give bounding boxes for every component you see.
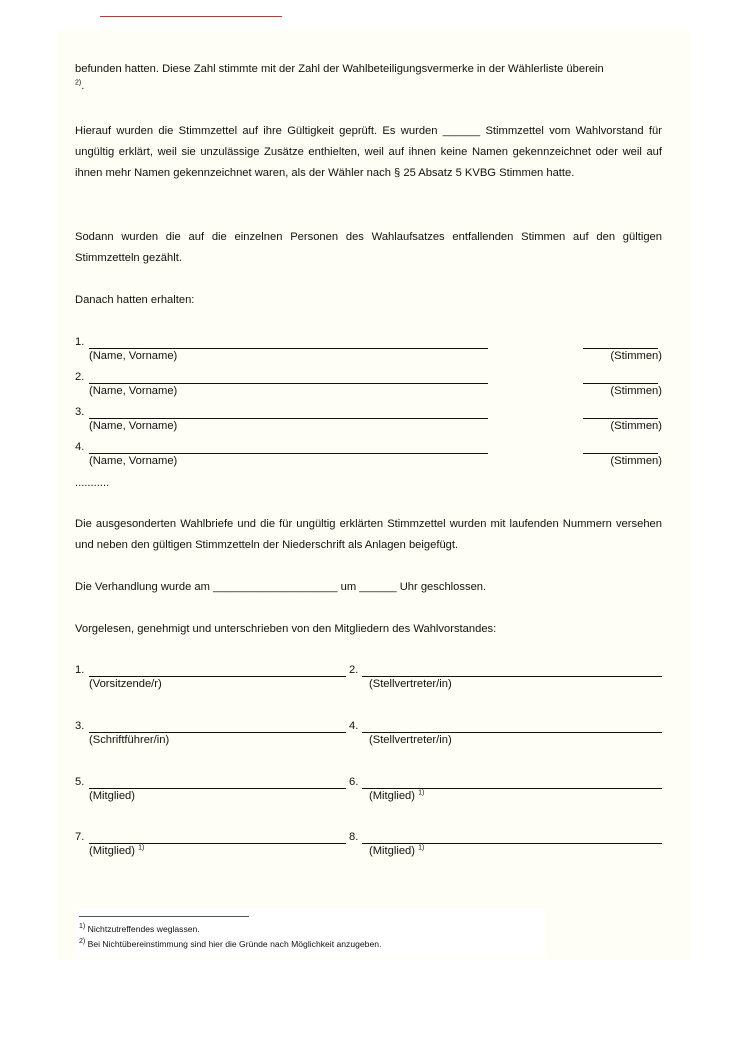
paragraph-text: befunden hatten. Diese Zahl stimmte mit der Zahl der Wahlbeteiligungsvermerke in der Wählerliste überein [75,63,604,75]
name-caption: (Name, Vorname) [89,350,178,362]
votes-field-4[interactable] [583,453,658,454]
name-field-4[interactable] [89,453,488,454]
footnote-ref: 1) [418,844,425,852]
name-caption: (Name, Vorname) [89,385,178,397]
footnote-mark: 1) [79,923,86,931]
signature-caption: (Mitglied) [89,790,136,802]
footnote-text: Nichtzutreffendes weglassen. [87,924,200,934]
name-field-2[interactable] [89,383,488,384]
signature-field-3[interactable] [89,732,346,733]
signature-caption: (Mitglied) [369,845,416,857]
name-field-1[interactable] [89,348,488,349]
signature-field-1[interactable] [89,676,346,677]
name-caption: (Name, Vorname) [89,455,178,467]
ellipsis: ........... [75,477,110,489]
footnote-2 [79,939,381,949]
votes-caption: (Stimmen) [610,385,662,397]
row-number: 6. [349,776,359,788]
footnote-ref-line: $^{2)}$. [75,79,85,92]
row-number: 1. [75,336,85,348]
votes-caption: (Stimmen) [610,420,662,432]
name-caption: (Name, Vorname) [89,420,178,432]
signature-caption: (Mitglied) [89,845,136,857]
votes-field-1[interactable] [583,348,658,349]
row-number: 3. [75,406,85,418]
votes-caption: (Stimmen) [610,455,662,467]
signature-field-2[interactable] [362,676,662,677]
footnote-ref: 2) [75,79,82,87]
row-number: 3. [75,720,85,732]
paragraph-validity-check: Hierauf wurden die Stimmzettel auf ihre Gültigkeit geprüft. Es wurden ______ Stimmzettel vom Wahlvorstand für ungültig erklärt, weil sie unzulässige Zusätze enthielten, weil auf ihnen keine Namen gekennzeichnet oder weil auf ihnen mehr Namen gekennzeichnet waren, als der Wähler nach § 25 Absatz 5 KVBG Stimmen hatte. [75,125,662,179]
signature-field-7[interactable] [89,843,346,844]
row-number: 1. [75,664,85,676]
row-number: 2. [75,371,85,383]
footnote-ref: 1) [138,844,145,852]
row-number: 7. [75,831,85,843]
footnote-mark: 2) [79,938,86,946]
row-number: 8. [349,831,359,843]
footnote-ref: 1) [418,789,425,797]
footnote-divider [79,916,249,917]
votes-caption: (Stimmen) [610,350,662,362]
signature-caption: (Schriftführer/in) [89,734,170,746]
paragraph-closing-time: Die Verhandlung wurde am ____________________ um ______ Uhr geschlossen. [75,581,487,593]
paragraph-attachments: Die ausgesonderten Wahlbriefe und die für ungültig erklärten Stimmzettel wurden mit laufenden Nummern versehen und neben den gültigen Stimmzetteln der Niederschrift als Anlagen beigefügt. [75,518,662,551]
votes-field-2[interactable] [583,383,658,384]
signature-caption: (Stellvertreter/in) [369,678,452,690]
signature-field-4[interactable] [362,732,662,733]
signature-caption: (Mitglied) [369,790,416,802]
paragraph-vote-count: Sodann wurden die auf die einzelnen Personen des Wahlaufsatzes entfallenden Stimmen auf den gültigen Stimmzetteln gezählt. [75,231,662,264]
footnote-1 [79,924,200,934]
paragraph-signatures-intro: Vorgelesen, genehmigt und unterschrieben von den Mitgliedern des Wahlvorstandes: [75,623,497,635]
paragraph-count-match [75,59,662,80]
signature-caption: (Stellvertreter/in) [369,734,452,746]
signature-field-8[interactable] [362,843,662,844]
paragraph-results-intro: Danach hatten erhalten: [75,294,195,306]
votes-field-3[interactable] [583,418,658,419]
footnote-text: Bei Nichtübereinstimmung sind hier die Gründe nach Möglichkeit anzugeben. [87,939,382,949]
signature-field-5[interactable] [89,788,346,789]
row-number: 4. [75,441,85,453]
name-field-3[interactable] [89,418,488,419]
row-number: 4. [349,720,359,732]
footnotes [75,908,545,958]
row-number: 2. [349,664,359,676]
signature-caption: (Vorsitzende/r) [89,678,162,690]
row-number: 5. [75,776,85,788]
signature-field-6[interactable] [362,788,662,789]
header-red-line [100,16,282,17]
